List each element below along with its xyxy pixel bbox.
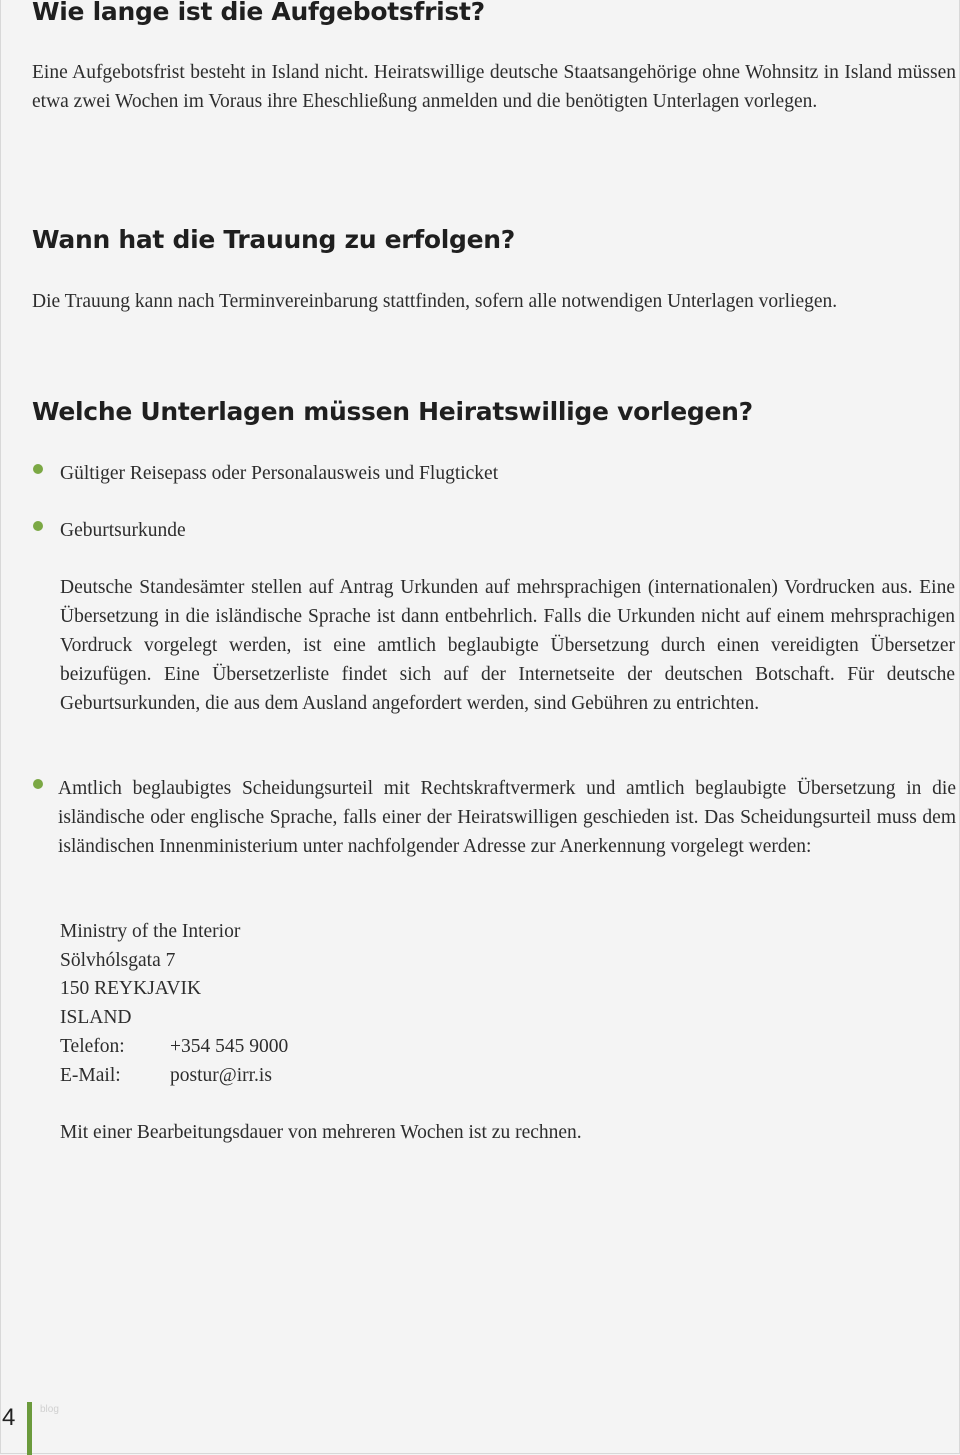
paragraph-aufgebotsfrist: Eine Aufgebotsfrist besteht in Island nicht. Heiratswillige deutsche Staatsangehörige ohne Wohnsitz in Island müssen etwa zwei Wochen im Voraus ihre Eheschließung anmelden und die benötigten Unterlagen vorlegen. [32, 62, 956, 112]
phone-value: +354 545 9000 [170, 1036, 289, 1057]
email-label: E-Mail: [60, 1065, 121, 1086]
bullet-icon [33, 464, 43, 474]
bullet-icon [33, 521, 43, 531]
page-number: 4 [2, 1404, 16, 1431]
closing-note: Mit einer Bearbeitungsdauer von mehreren Wochen ist zu rechnen. [60, 1122, 582, 1143]
list-item-reisepass: Gültiger Reisepass oder Personalausweis und Flugticket [60, 463, 499, 484]
list-item-geburtsurkunde: Geburtsurkunde [60, 520, 186, 541]
address-country: ISLAND [60, 1007, 132, 1028]
bullet-icon [33, 779, 43, 789]
address-name: Ministry of the Interior [60, 921, 241, 942]
footer-accent-bar [27, 1402, 32, 1455]
paragraph-trauung: Die Trauung kann nach Terminvereinbarung stattfinden, sofern alle notwendigen Unterlagen vorliegen. [32, 291, 838, 312]
phone-label: Telefon: [60, 1036, 125, 1057]
email-value[interactable]: postur@irr.is [170, 1065, 272, 1086]
footer-label: blog [40, 1404, 59, 1415]
heading-trauung: Wann hat die Trauung zu erfolgen? [32, 225, 516, 254]
heading-aufgebotsfrist: Wie lange ist die Aufgebotsfrist? [32, 0, 485, 26]
heading-unterlagen: Welche Unterlagen müssen Heiratswillige vorlegen? [32, 397, 753, 426]
list-item-scheidungsurteil: Amtlich beglaubigtes Scheidungsurteil mit Rechtskraftvermerk und amtlich beglaubigte Übersetzung in die isländische oder englische Sprache, falls einer der Heiratswilligen geschieden ist. Das Scheidungsurteil muss dem isländischen Innenministerium unter nachfolgender Adresse zur Anerkennung vorgelegt werden: [58, 778, 956, 857]
address-city: 150 REYKJAVIK [60, 978, 202, 999]
address-street: Sölvhólsgata 7 [60, 950, 176, 971]
list-item-geburtsurkunde-detail: Deutsche Standesämter stellen auf Antrag Urkunden auf mehrsprachigen (internationalen) Vordrucken aus. Eine Übersetzung in die isländische Sprache ist dann entbehrlich. Falls die Urkunden nicht auf einem mehrsprachigen Vordruck vorgelegt werden, ist eine amtlich beglaubigte Übersetzung durch einen vereidigten Übersetzer beizufügen. Eine Übersetzerliste findet sich auf der Internetseite der deutschen Botschaft. Für deutsche Geburtsurkunden, die aus dem Ausland angefordert werden, sind Gebühren zu entrichten. [60, 577, 955, 714]
